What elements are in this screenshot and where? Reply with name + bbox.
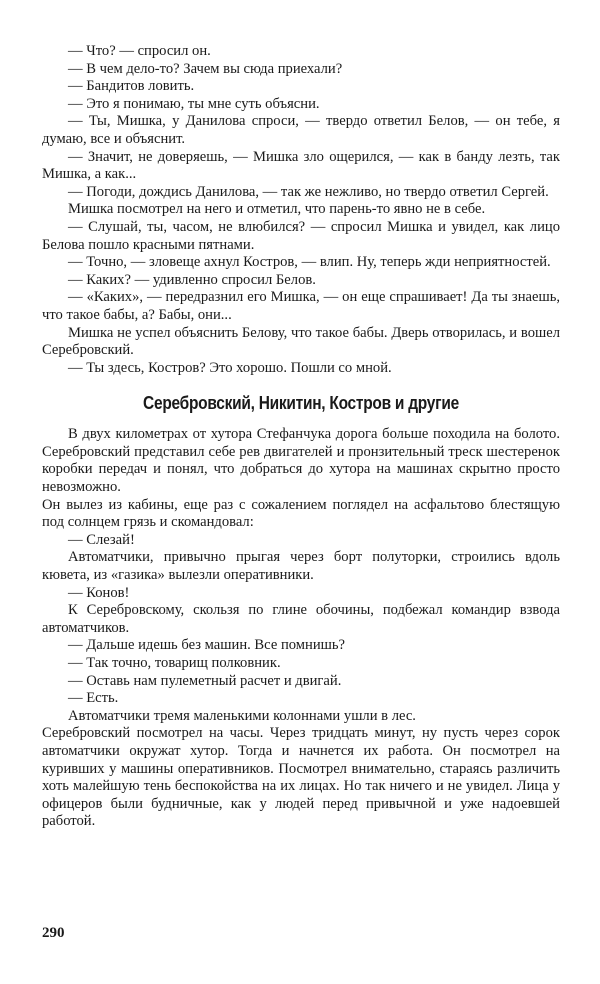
paragraph: — Есть. (68, 690, 119, 707)
paragraph: — Что? — спросил он. (68, 43, 211, 59)
paragraph: — Дальше идешь без машин. Все помнишь? (68, 637, 345, 654)
paragraph: Мишка не успел объяснить Белову, что такое бабы. Дверь отворилась, и вошел Серебровский. (42, 324, 560, 359)
section-heading: Серебровский, Никитин, Костров и другие (143, 393, 459, 414)
paragraph: — Ты здесь, Костров? Это хорошо. Пошли со мной. (68, 359, 392, 376)
paragraph: Автоматчики, привычно прыгая через борт полуторки, строились вдоль кювета, из «газика» вылезли оперативники. (42, 549, 560, 584)
paragraph: — В чем дело-то? Зачем вы сюда приехали? (68, 60, 343, 77)
paragraph: Он вылез из кабины, еще раз с сожалением поглядел на асфальтово блестящую под солнцем грязь и скомандовал: (42, 496, 560, 531)
paragraph: — Точно, — зловеще ахнул Костров, — влип. Ну, теперь жди неприятностей. (68, 254, 551, 271)
paragraph: Автоматчики тремя маленькими колоннами ушли в лес. (68, 707, 416, 724)
paragraph: — Ты, Мишка, у Данилова спроси, — твердо ответил Белов, — он тебе, я думаю, все и объяснит. (42, 113, 560, 147)
paragraph: — Так точно, товарищ полковник. (68, 655, 281, 671)
paragraph: Мишка посмотрел на него и отметил, что парень-то явно не в себе. (68, 201, 486, 218)
paragraph: — Бандитов ловить. (68, 78, 195, 95)
paragraph: — Конов! (68, 584, 130, 601)
paragraph: — Погоди, дождись Данилова, — так же нежливо, но твердо ответил Сергей. (68, 183, 549, 200)
paragraph: — Оставь нам пулеметный расчет и двигай. (68, 672, 342, 689)
paragraph: В двух километрах от хутора Стефанчука дорога больше походила на болото. Серебровский представил себе рев двигателей и пронзительный треск шестеренок коробки передач и понял, что добраться до хутора на машинах скрытно просто невозможно. (42, 426, 560, 496)
paragraph: — Слезай! (68, 531, 135, 548)
paragraph: — Значит, не доверяешь, — Мишка зло ощерился, — как в банду лезть, так Мишка, а как... (42, 148, 560, 183)
paragraph: — «Каких», — передразнил его Мишка, — он еще спрашивает! Да ты знаешь, что такое бабы, а? Бабы, они... (42, 289, 560, 323)
paragraph: Серебровский посмотрел на часы. Через тридцать минут, ну пусть через сорок автоматчики окружат хутор. Тогда и начнется их работа. Он посмотрел на куривших у машины оперативников. Посмотрел внимательно, стараясь различить хоть малейшую тень беспокойства на их лицах. Но так ничего и не увидел. Лица у офицеров были будничные, как у людей перед привычной и уже надоевшей работой. (42, 725, 560, 830)
page-number: 290 (42, 925, 65, 941)
paragraph: — Слушай, ты, часом, не влюбился? — спросил Мишка и увидел, как лицо Белова пошло красными пятнами. (42, 218, 560, 253)
paragraph: К Серебровскому, скользя по глине обочины, подбежал командир взвода автоматчиков. (42, 602, 560, 636)
narrative-section (42, 426, 560, 831)
dialogue-section (42, 43, 560, 377)
paragraph: — Каких? — удивленно спросил Белов. (68, 271, 316, 288)
paragraph: — Это я понимаю, ты мне суть объясни. (68, 95, 320, 112)
text-block (42, 43, 560, 831)
